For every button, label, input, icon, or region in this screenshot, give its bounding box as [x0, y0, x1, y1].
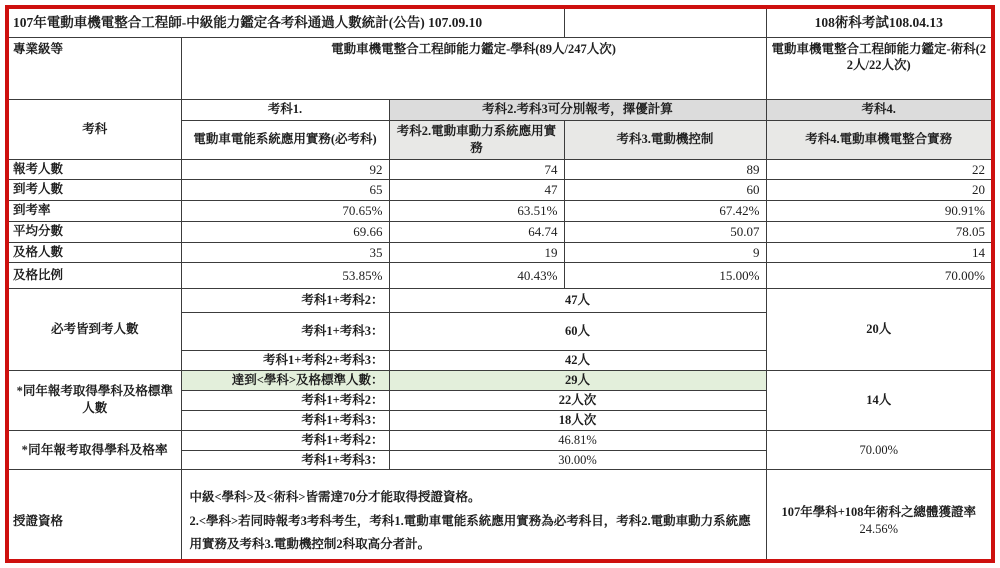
table-row-attended-all-1 — [9, 289, 991, 313]
combo-value: 47人 — [389, 289, 766, 313]
report-title: 107年電動車機電整合工程師-中級能力鑑定各考科通過人數統計(公告) 107.09.10 — [9, 9, 564, 37]
stat-value: 90.91% — [766, 200, 991, 221]
row-label: 平均分數 — [9, 221, 181, 242]
stat-value: 92 — [181, 159, 389, 180]
stat-value: 70.65% — [181, 200, 389, 221]
practical-exam-date: 108術科考試108.04.13 — [766, 9, 991, 37]
stat-value: 50.07 — [564, 221, 766, 242]
pass-rate-subject4-value: 70.00% — [766, 430, 991, 470]
pass-standard-count-label: *同年報考取得學科及格標準人數 — [9, 371, 181, 431]
stat-value: 69.66 — [181, 221, 389, 242]
empty-cell — [564, 9, 766, 37]
stat-value: 14 — [766, 242, 991, 263]
row-label: 及格比例 — [9, 263, 181, 289]
combo-label: 考科1+考科2： — [181, 289, 389, 313]
subject1-name: 電動車電能系統應用實務(必考科) — [181, 120, 389, 159]
combo-value: 60人 — [389, 313, 766, 351]
attended-all-label: 必考皆到考人數 — [9, 289, 181, 371]
combo-value: 18人次 — [389, 410, 766, 430]
subject4-name: 考科4.電動車機電整合實務 — [766, 120, 991, 159]
combo-value: 42人 — [389, 351, 766, 371]
level-label: 專業級等 — [9, 37, 181, 99]
subject23-group-header: 考科2.考科3可分別報考，擇優計算 — [389, 99, 766, 120]
combo-label: 考科1+考科3： — [181, 450, 389, 470]
stat-value: 20 — [766, 180, 991, 201]
combo-value: 22人次 — [389, 390, 766, 410]
certification-label: 授證資格 — [9, 470, 181, 563]
table-row-pass-standard-1 — [9, 371, 991, 391]
pass-standard-subject4-value: 14人 — [766, 371, 991, 431]
overall-rate-value: 24.56% — [859, 522, 899, 537]
certification-rule-line2: 2.<學科>若同時報考3考科考生，考科1.電動車電能系統應用實務為必考科目，考科2.電動車動力系統應用實務及考科3.電動機控制2科取高分者計。 — [189, 513, 751, 551]
combo-label: 考科1+考科2： — [181, 430, 389, 450]
table-row-attended — [9, 180, 991, 201]
stat-value: 63.51% — [389, 200, 564, 221]
stat-value: 64.74 — [389, 221, 564, 242]
stat-value: 70.00% — [766, 263, 991, 289]
subject-column-label: 考科 — [9, 99, 181, 159]
combo-label: 考科1+考科3： — [181, 313, 389, 351]
certification-rules — [181, 470, 766, 563]
subject3-name: 考科3.電動機控制 — [564, 120, 766, 159]
stat-value: 47 — [389, 180, 564, 201]
row-label: 報考人數 — [9, 159, 181, 180]
overall-certification-rate — [766, 470, 991, 563]
report-frame — [5, 5, 995, 563]
table-row-certification — [9, 470, 991, 563]
stat-value: 74 — [389, 159, 564, 180]
written-exam-group-header: 電動車機電整合工程師能力鑑定-學科(89人/247人次) — [181, 37, 766, 99]
overall-rate-caption: 107年學科+108年術科之總體獲證率 — [781, 505, 977, 520]
combo-label: 考科1+考科2+考科3： — [181, 351, 389, 371]
table-row-registered — [9, 159, 991, 180]
stat-value: 89 — [564, 159, 766, 180]
stat-value: 65 — [181, 180, 389, 201]
stat-value: 35 — [181, 242, 389, 263]
combo-value: 30.00% — [389, 450, 766, 470]
row-label: 及格人數 — [9, 242, 181, 263]
stat-value: 53.85% — [181, 263, 389, 289]
combo-label: 考科1+考科2： — [181, 390, 389, 410]
practical-exam-group-header: 電動車機電整合工程師能力鑑定-術科(22人/22人次) — [766, 37, 991, 99]
combo-label: 考科1+考科3： — [181, 410, 389, 430]
table-row-pass-rate-combo-1 — [9, 430, 991, 450]
row-label: 到考人數 — [9, 180, 181, 201]
subject4-group-header: 考科4. — [766, 99, 991, 120]
table-row-passed-count — [9, 242, 991, 263]
table-row-pass-rate — [9, 263, 991, 289]
table-row-average-score — [9, 221, 991, 242]
combo-value: 29人 — [389, 371, 766, 391]
stat-value: 9 — [564, 242, 766, 263]
stat-value: 22 — [766, 159, 991, 180]
stat-value: 78.05 — [766, 221, 991, 242]
subject1-group-header: 考科1. — [181, 99, 389, 120]
attended-all-subject4-value: 20人 — [766, 289, 991, 371]
exam-statistics-table — [9, 9, 991, 563]
row-label: 到考率 — [9, 200, 181, 221]
stat-value: 15.00% — [564, 263, 766, 289]
stat-value: 67.42% — [564, 200, 766, 221]
certification-rule-line1: 中級<學科>及<術科>皆需達70分才能取得授證資格。 — [189, 490, 481, 505]
combo-value: 46.81% — [389, 430, 766, 450]
stat-value: 19 — [389, 242, 564, 263]
combo-label: 達到<學科>及格標準人數： — [181, 371, 389, 391]
subject2-name: 考科2.電動車動力系統應用實務 — [389, 120, 564, 159]
pass-rate-combo-label: *同年報考取得學科及格率 — [9, 430, 181, 470]
table-row-attendance-rate — [9, 200, 991, 221]
stat-value: 60 — [564, 180, 766, 201]
stat-value: 40.43% — [389, 263, 564, 289]
